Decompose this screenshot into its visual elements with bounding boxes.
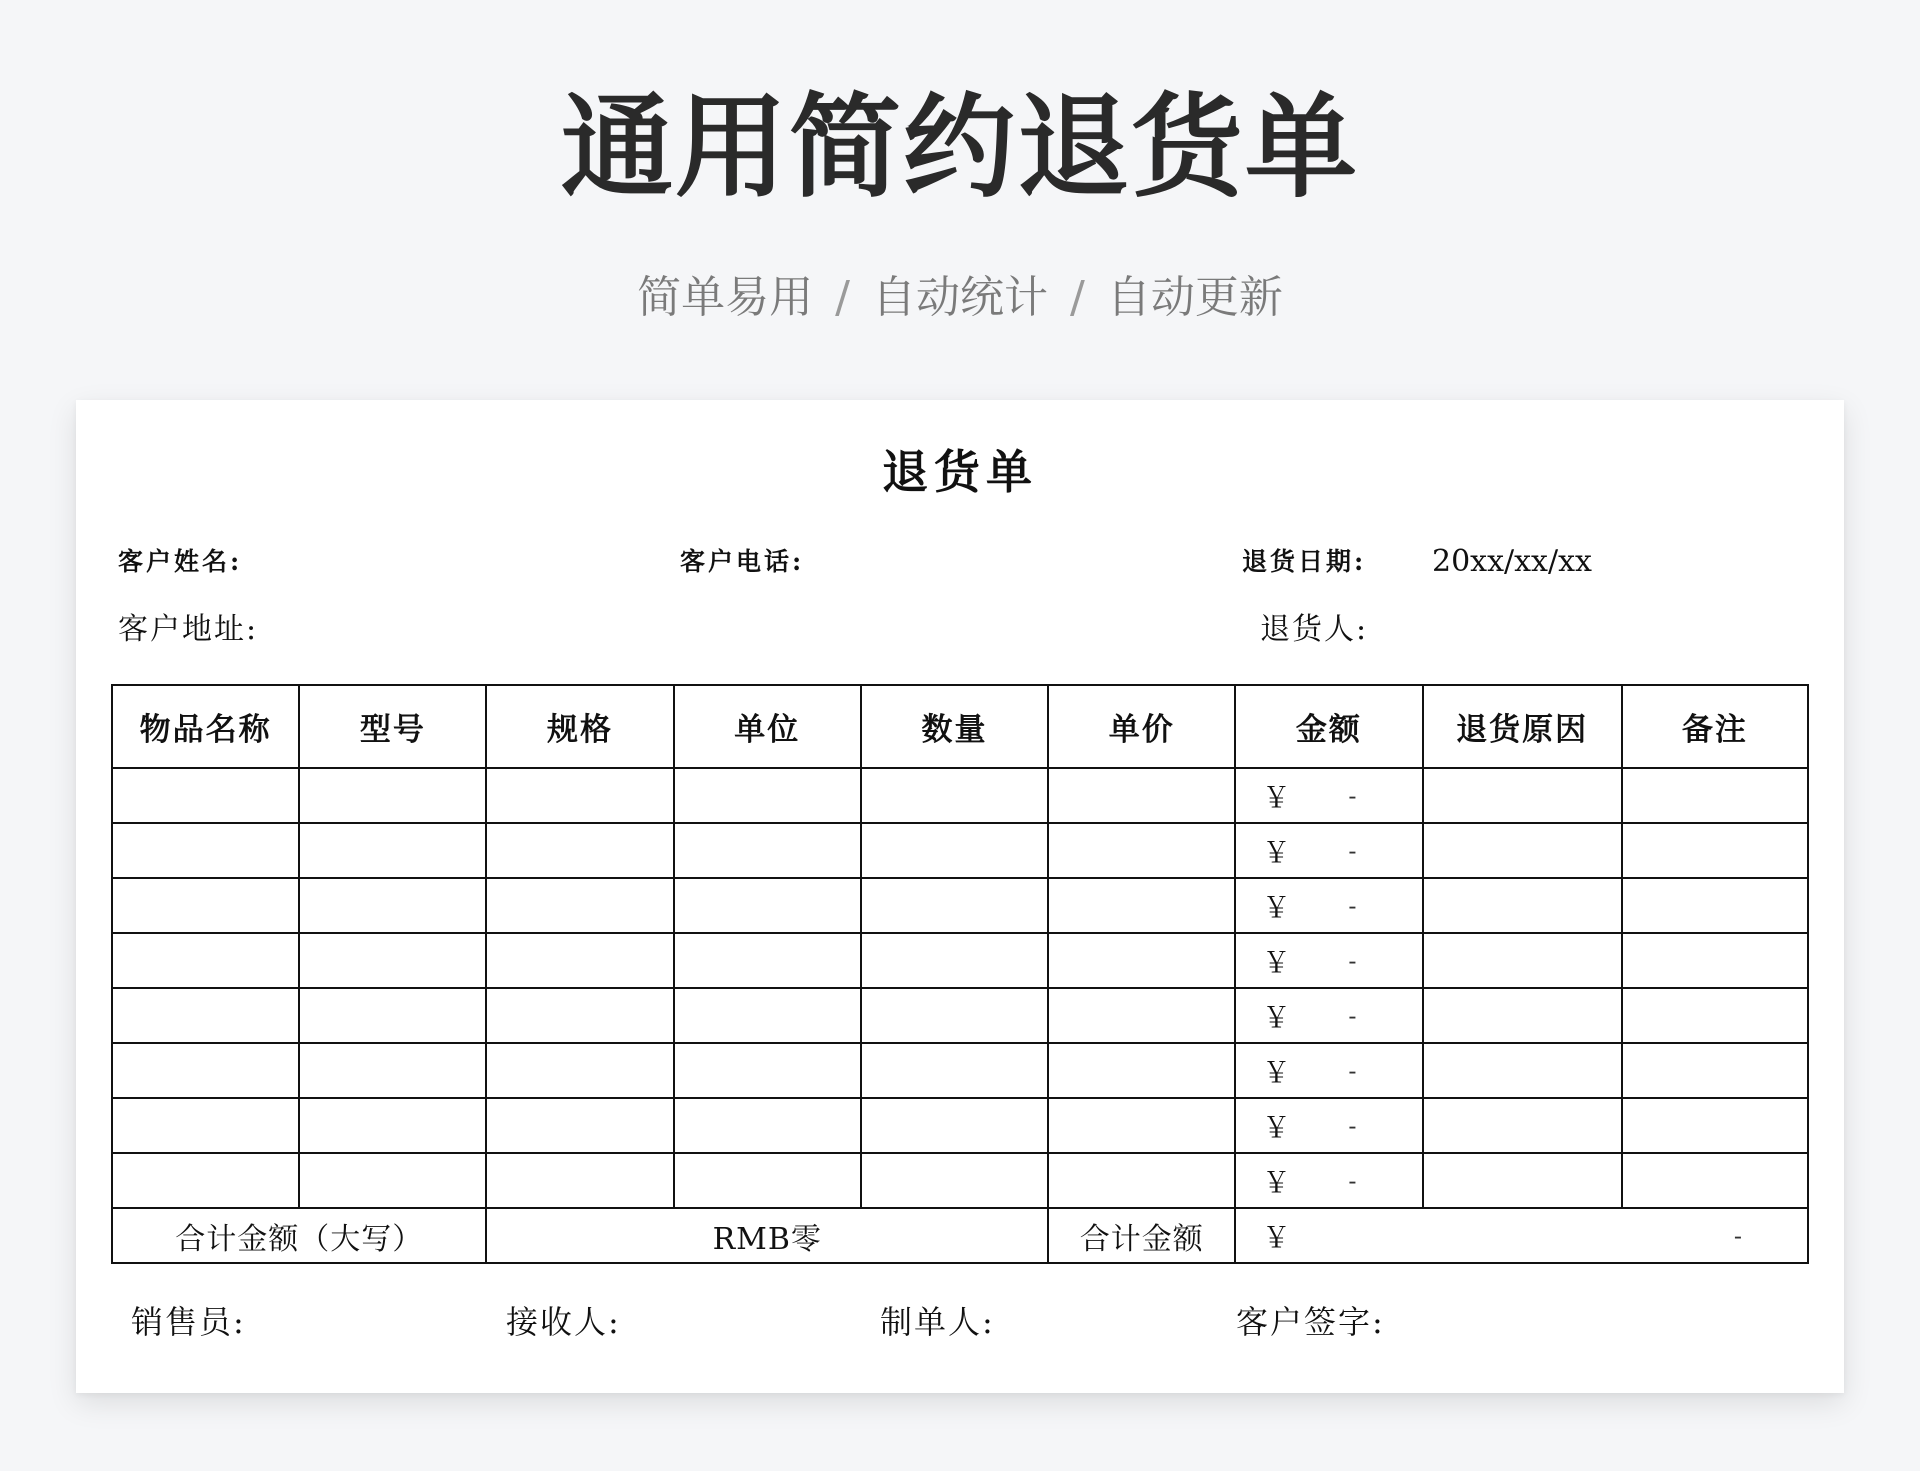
amount-cell (1235, 768, 1422, 823)
currency-symbol: ￥ (1262, 780, 1291, 814)
subtitle-item-2: 自动统计 (872, 272, 1048, 323)
reason-cell[interactable] (1423, 823, 1622, 878)
column-header: 备注 (1622, 685, 1808, 768)
amount-cell (1235, 933, 1422, 988)
remark-cell[interactable] (1622, 988, 1808, 1043)
currency-symbol: ￥ (1262, 945, 1291, 979)
unit-cell[interactable] (674, 878, 861, 933)
remark-cell[interactable] (1622, 1043, 1808, 1098)
preparer-label: 制单人: (880, 1303, 995, 1341)
amount-value: - (1348, 1166, 1357, 1195)
subtitle-separator: / (1070, 272, 1085, 323)
spec-cell[interactable] (486, 768, 673, 823)
unit-price-cell[interactable] (1048, 878, 1235, 933)
total-amount-value: - (1733, 1221, 1743, 1250)
customer-address-label: 客户地址: (118, 612, 259, 647)
currency-symbol: ￥ (1262, 1055, 1291, 1089)
item-name-cell[interactable] (112, 988, 299, 1043)
reason-cell[interactable] (1423, 988, 1622, 1043)
amount-cell (1235, 823, 1422, 878)
remark-cell[interactable] (1622, 823, 1808, 878)
model-cell[interactable] (299, 768, 486, 823)
amount-cell (1235, 988, 1422, 1043)
quantity-cell[interactable] (861, 988, 1048, 1043)
table-row (112, 1153, 1808, 1208)
table-row (112, 1043, 1808, 1098)
remark-cell[interactable] (1622, 933, 1808, 988)
total-currency-symbol: ￥ (1262, 1220, 1292, 1254)
unit-cell[interactable] (674, 1043, 861, 1098)
amount-value: - (1348, 1056, 1357, 1085)
spec-cell[interactable] (486, 933, 673, 988)
item-name-cell[interactable] (112, 768, 299, 823)
total-amount-cell (1235, 1208, 1808, 1263)
unit-cell[interactable] (674, 933, 861, 988)
unit-cell[interactable] (674, 988, 861, 1043)
form-title: 退货单 (882, 445, 1038, 499)
quantity-cell[interactable] (861, 1043, 1048, 1098)
quantity-cell[interactable] (861, 933, 1048, 988)
unit-price-cell[interactable] (1048, 768, 1235, 823)
customer-phone-label: 客户电话: (680, 547, 805, 576)
reason-cell[interactable] (1423, 933, 1622, 988)
table-row (112, 823, 1808, 878)
quantity-cell[interactable] (861, 878, 1048, 933)
column-header: 数量 (861, 685, 1048, 768)
unit-cell[interactable] (674, 823, 861, 878)
column-header: 退货原因 (1423, 685, 1622, 768)
currency-symbol: ￥ (1262, 1110, 1291, 1144)
spec-cell[interactable] (486, 1153, 673, 1208)
unit-price-cell[interactable] (1048, 823, 1235, 878)
unit-cell[interactable] (674, 768, 861, 823)
item-name-cell[interactable] (112, 878, 299, 933)
page-title: 通用简约退货单 (561, 83, 1359, 213)
customer-name-label: 客户姓名: (118, 547, 243, 576)
column-header: 单价 (1048, 685, 1235, 768)
total-upper-label: 合计金额（大写） (112, 1208, 486, 1263)
banner (0, 0, 1920, 400)
currency-symbol: ￥ (1262, 1000, 1291, 1034)
unit-cell[interactable] (674, 1098, 861, 1153)
subtitle (0, 268, 1920, 328)
remark-cell[interactable] (1622, 1153, 1808, 1208)
table-header-row (112, 685, 1808, 768)
model-cell[interactable] (299, 933, 486, 988)
quantity-cell[interactable] (861, 768, 1048, 823)
table-row (112, 878, 1808, 933)
model-cell[interactable] (299, 823, 486, 878)
return-date-value[interactable]: 20xx/xx/xx (1432, 544, 1592, 579)
spec-cell[interactable] (486, 1043, 673, 1098)
quantity-cell[interactable] (861, 823, 1048, 878)
table-row (112, 933, 1808, 988)
column-header: 型号 (299, 685, 486, 768)
model-cell[interactable] (299, 1043, 486, 1098)
amount-cell (1235, 878, 1422, 933)
amount-value: - (1348, 891, 1357, 920)
amount-value: - (1348, 946, 1357, 975)
quantity-cell[interactable] (861, 1153, 1048, 1208)
remark-cell[interactable] (1622, 768, 1808, 823)
column-header: 单位 (674, 685, 861, 768)
unit-cell[interactable] (674, 1153, 861, 1208)
return-form-sheet (76, 400, 1844, 1393)
quantity-cell[interactable] (861, 1098, 1048, 1153)
reason-cell[interactable] (1423, 1043, 1622, 1098)
remark-cell[interactable] (1622, 878, 1808, 933)
total-row (112, 1208, 1808, 1263)
item-name-cell[interactable] (112, 933, 299, 988)
model-cell[interactable] (299, 1098, 486, 1153)
item-name-cell[interactable] (112, 1043, 299, 1098)
returner-label: 退货人: (1260, 612, 1369, 647)
amount-cell (1235, 1153, 1422, 1208)
item-name-cell[interactable] (112, 1098, 299, 1153)
unit-price-cell[interactable] (1048, 1153, 1235, 1208)
reason-cell[interactable] (1423, 1153, 1622, 1208)
unit-price-cell[interactable] (1048, 933, 1235, 988)
subtitle-item-1: 简单易用 (637, 272, 814, 323)
model-cell[interactable] (299, 988, 486, 1043)
column-header: 规格 (486, 685, 673, 768)
unit-price-cell[interactable] (1048, 988, 1235, 1043)
return-items-table (111, 684, 1809, 1264)
model-cell[interactable] (299, 1153, 486, 1208)
return-date-label: 退货日期: (1242, 547, 1367, 576)
amount-value: - (1348, 1111, 1357, 1140)
reason-cell[interactable] (1423, 1098, 1622, 1153)
total-label: 合计金额 (1048, 1208, 1235, 1263)
reason-cell[interactable] (1423, 768, 1622, 823)
customer-signature-label: 客户签字: (1236, 1303, 1385, 1341)
spec-cell[interactable] (486, 988, 673, 1043)
subtitle-item-3: 自动更新 (1106, 272, 1283, 323)
salesperson-label: 销售员: (131, 1303, 246, 1341)
item-name-cell[interactable] (112, 1153, 299, 1208)
column-header: 金额 (1235, 685, 1422, 768)
table-row (112, 768, 1808, 823)
item-name-cell[interactable] (112, 823, 299, 878)
spec-cell[interactable] (486, 823, 673, 878)
spec-cell[interactable] (486, 878, 673, 933)
amount-cell (1235, 1043, 1422, 1098)
unit-price-cell[interactable] (1048, 1098, 1235, 1153)
currency-symbol: ￥ (1262, 1165, 1291, 1199)
currency-symbol: ￥ (1262, 890, 1291, 924)
spec-cell[interactable] (486, 1098, 673, 1153)
remark-cell[interactable] (1622, 1098, 1808, 1153)
currency-symbol: ￥ (1262, 835, 1291, 869)
amount-value: - (1348, 1001, 1357, 1030)
amount-value: - (1348, 836, 1357, 865)
amount-cell (1235, 1098, 1422, 1153)
receiver-label: 接收人: (506, 1303, 621, 1341)
table-row (112, 1098, 1808, 1153)
total-upper-value: RMB零 (486, 1208, 1048, 1263)
model-cell[interactable] (299, 878, 486, 933)
unit-price-cell[interactable] (1048, 1043, 1235, 1098)
table-row (112, 988, 1808, 1043)
column-header: 物品名称 (112, 685, 299, 768)
reason-cell[interactable] (1423, 878, 1622, 933)
amount-value: - (1348, 781, 1357, 810)
subtitle-separator: / (835, 272, 850, 323)
